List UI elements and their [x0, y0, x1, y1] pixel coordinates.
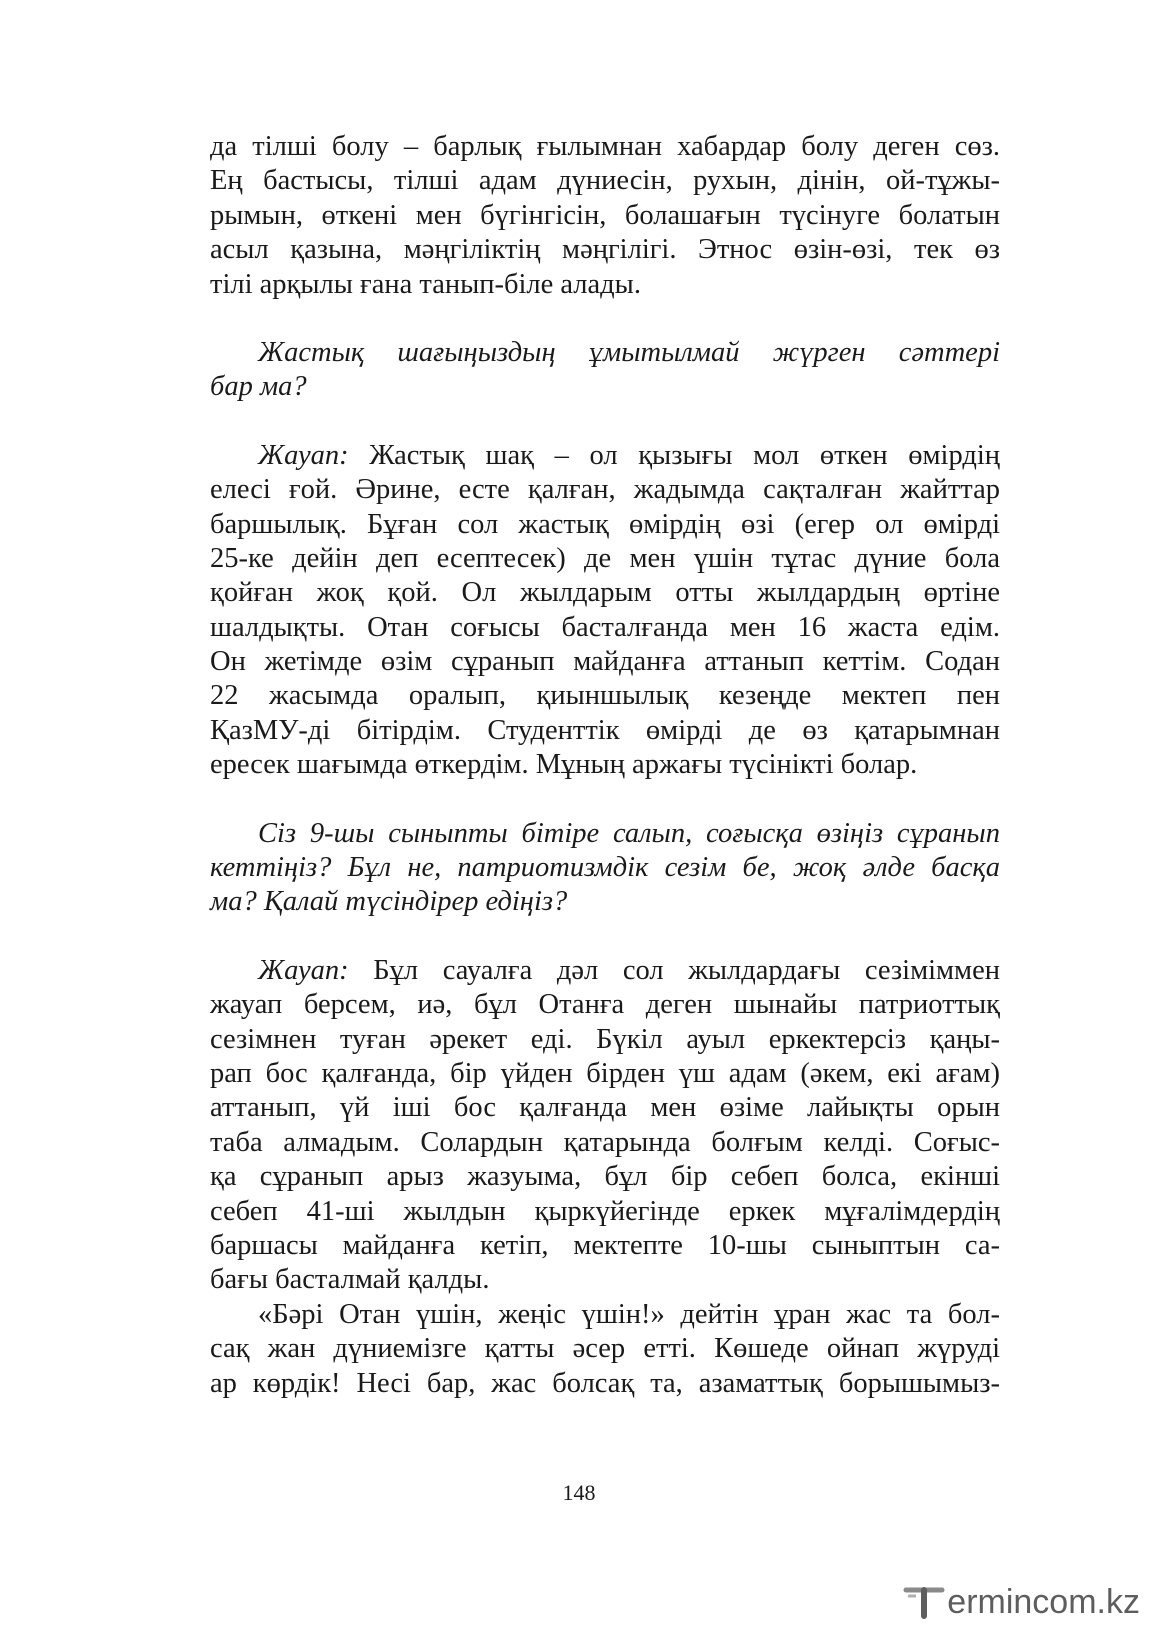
text-line: 22 жасымда оралып, қиыншылық кезеңде мектеп пен — [210, 680, 1000, 712]
text-line: баршасы майданға кетіп, мектепте 10-шы сыныптын са- — [210, 1229, 1000, 1261]
text-line: ар көрдік! Несі бар, жас болсақ та, азаматтық борышымыз- — [210, 1367, 1000, 1399]
text-line: себеп 41-ші жылдын қыркүйегінде еркек мұғалімдердің — [210, 1195, 1000, 1227]
interview-question — [210, 336, 1000, 405]
paragraph — [210, 130, 1000, 302]
text-line — [210, 954, 1000, 988]
text-line: да тілші болу – барлық ғылымнан хабардар болу деген сөз. — [210, 131, 1000, 162]
watermark-text-start: ermincо — [947, 1582, 1069, 1621]
text-line — [210, 439, 1000, 473]
text-line: тілі арқылы ғана танып-біле алады. — [210, 268, 641, 300]
text-line: рап бос қалғанда, бір үйден бірден үш адам (әкем, екі ағам) — [210, 1057, 1000, 1089]
text-line: ересек шағымда өткердім. Мұның аржағы түсінікті болар. — [210, 749, 918, 781]
text-line: ҚазМУ-ді бітірдім. Студенттік өмірді де өз қатарымнан — [210, 714, 1000, 746]
text-line: 25-ке дейін деп есептесек) де мен үшін тұтас дүние бола — [210, 542, 1000, 574]
text-line: бағы басталмай қалды. — [210, 1264, 490, 1296]
page-number: 148 — [562, 1480, 596, 1505]
text-line: елесі ғой. Әрине, есте қалған, жадымда сақталған жайттар — [210, 474, 1000, 506]
text-line: бар ма? — [210, 371, 307, 403]
watermark-text-end: m.kz — [1068, 1582, 1140, 1621]
terminology-logo-icon — [902, 1584, 946, 1620]
text-line: жауап берсем, иә, бұл Отанға деген шынайы патриоттық — [210, 989, 1000, 1021]
answer-label: Жауап: — [258, 954, 349, 986]
answer-label: Жауап: — [258, 439, 349, 471]
paragraph — [210, 1298, 1000, 1401]
text-line: баршылық. Бұған сол жастық өмірдің өзі (егер ол өмірді — [210, 508, 1000, 540]
text-line: сақ жан дүниемізге қатты әсер етті. Көшеде ойнап жүруді — [210, 1333, 1000, 1365]
text-line: Он жетімде өзім сұранып майданға аттанып кеттім. Содан — [210, 646, 1000, 678]
interview-answer — [210, 439, 1000, 783]
text-line: таба алмадым. Солардын қатарында болғым келді. Соғыс- — [210, 1126, 1000, 1158]
text-line: кеттіңіз? Бұл не, патриотизмдік сезім бе, жоқ әлде басқа — [210, 852, 1000, 884]
text-line: Сіз 9-шы сыныпты бітіре салып, соғысқа өзіңіз сұранып — [258, 817, 1000, 849]
text-line: қа сұранып арыз жазуыма, бұл бір себеп болса, екінші — [210, 1161, 1000, 1193]
text-line: Жастық шағыңыздың ұмытылмай жүрген сәттері — [258, 336, 1000, 368]
text-line: шалдықты. Отан соғысы басталғанда мен 16 жаста едім. — [210, 611, 1000, 643]
text-line: аттанып, үй іші бос қалғанда мен өзіме лайықты орын — [210, 1092, 1000, 1124]
interview-question — [210, 817, 1000, 920]
text-line: рымын, өткені мен бүгінгісін, болашағын түсінуге болатын — [210, 199, 1000, 231]
answer-first-line: Жастық шақ – ол қызығы мол өткен өмірдің — [369, 439, 1001, 471]
text-line: асыл қазына, мәңгіліктің мәңгілігі. Этнос өзін-өзі, тек өз — [210, 234, 1000, 266]
text-line: ма? Қалай түсіндірер едіңіз? — [210, 886, 568, 918]
text-line: қойған жоқ қой. Ол жылдарым отты жылдардың өртіне — [210, 577, 1000, 609]
watermark — [902, 1581, 1140, 1623]
text-line: сезімнен туған әрекет еді. Бүкіл ауыл еркектерсіз қаңы- — [210, 1023, 1000, 1055]
page-body — [210, 130, 1000, 1401]
text-line: Ең бастысы, тілші адам дүниесін, рухын, дінін, ой-тұжы- — [210, 165, 1000, 197]
answer-first-line: Бұл сауалға дәл сол жылдардағы сезіміммен — [373, 954, 1000, 986]
interview-answer — [210, 954, 1000, 1298]
text-line: «Бәрі Отан үшін, жеңіс үшін!» дейтін ұран жас та бол- — [258, 1298, 1000, 1330]
